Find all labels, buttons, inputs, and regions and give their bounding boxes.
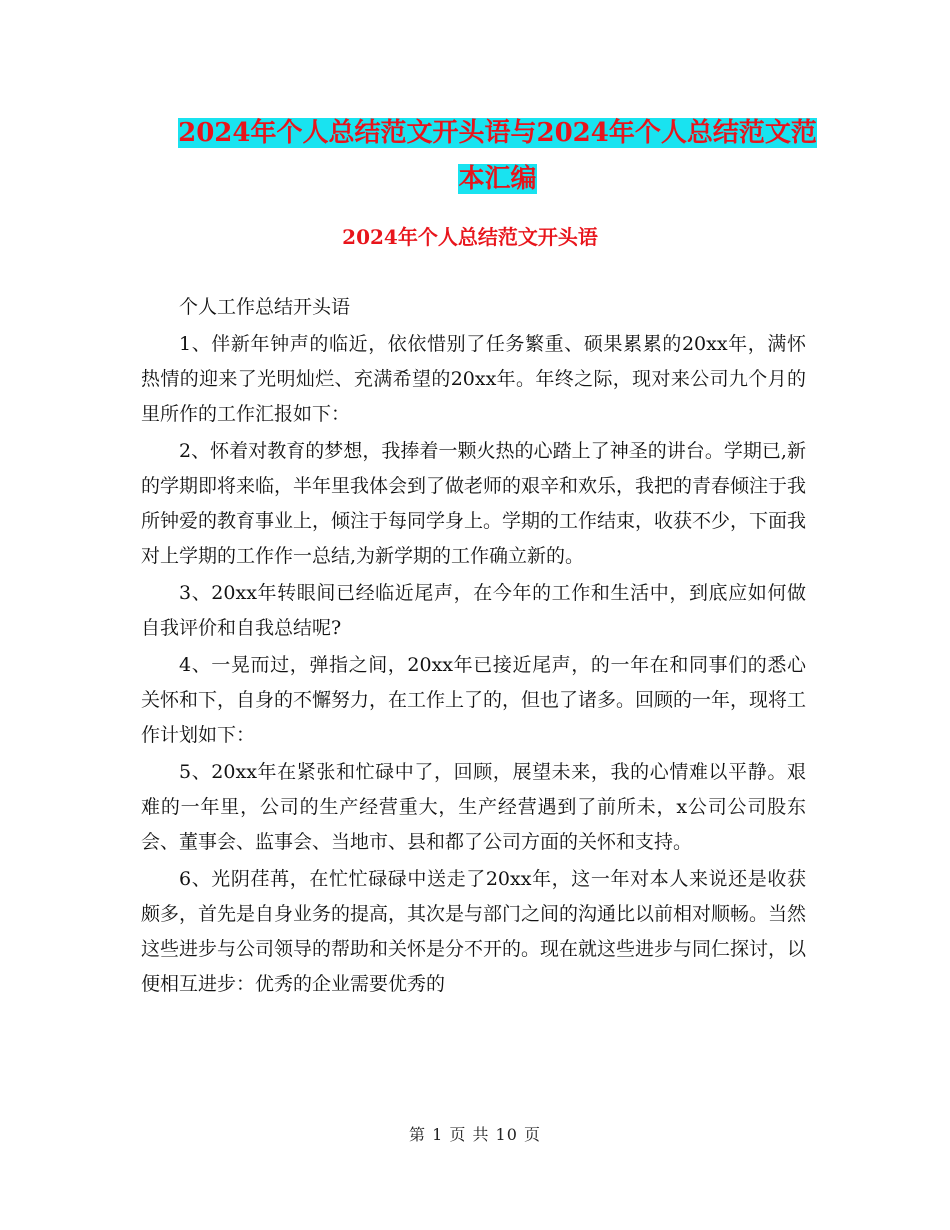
section-title: 2024年个人总结范文开头语: [342, 225, 598, 249]
document-title: [140, 110, 855, 202]
document-title-line2: 本汇编: [458, 164, 537, 194]
paragraph: 6、光阴荏苒，在忙忙碌碌中送走了20xx年，这一年对本人来说还是收获颇多，首先是自身业务的提高，其次是与部门之间的沟通比以前相对顺畅。当然这些进步与公司领导的帮助和关怀是分不开的。现在就这些进步与同仁探讨，以便相互进步：优秀的企业需要优秀的: [141, 868, 807, 995]
paragraph: 5、20xx年在紧张和忙碌中了，回顾，展望未来，我的心情难以平静。艰难的一年里，公司的生产经营重大，生产经营遇到了前所未，x公司公司股东会、董事会、监事会、当地市、县和都了公司方面的关怀和支持。: [141, 761, 806, 853]
paragraph: 个人工作总结开头语: [179, 296, 351, 318]
paragraph: 2、怀着对教育的梦想，我捧着一颗火热的心踏上了神圣的讲台。学期已,新的学期即将来临，半年里我体会到了做老师的艰辛和欢乐，我把的青春倾注于我所钟爱的教育事业上，倾注于每同学身上。学期的工作结束，收获不少，下面我对上学期的工作作一总结,为新学期的工作确立新的。: [141, 440, 807, 567]
paragraph: 1、伴新年钟声的临近，依依惜别了任务繁重、硕果累累的20xx年，满怀热情的迎来了光明灿烂、充满希望的20xx年。年终之际，现对来公司九个月的里所作的工作汇报如下：: [141, 333, 806, 425]
paragraph: 4、一晃而过，弹指之间，20xx年已接近尾声，的一年在和同事们的悉心关怀和下，自身的不懈努力，在工作上了的，但也了诸多。回顾的一年，现将工作计划如下：: [141, 654, 807, 746]
document-title-line1: 2024年个人总结范文开头语与2024年个人总结范文范: [178, 118, 817, 148]
paragraph: 3、20xx年转眼间已经临近尾声，在今年的工作和生活中，到底应如何做自我评价和自我总结呢?: [141, 582, 806, 639]
document-body: [141, 290, 806, 1004]
page-number-footer: 第 1 页 共 10 页: [409, 1125, 541, 1144]
